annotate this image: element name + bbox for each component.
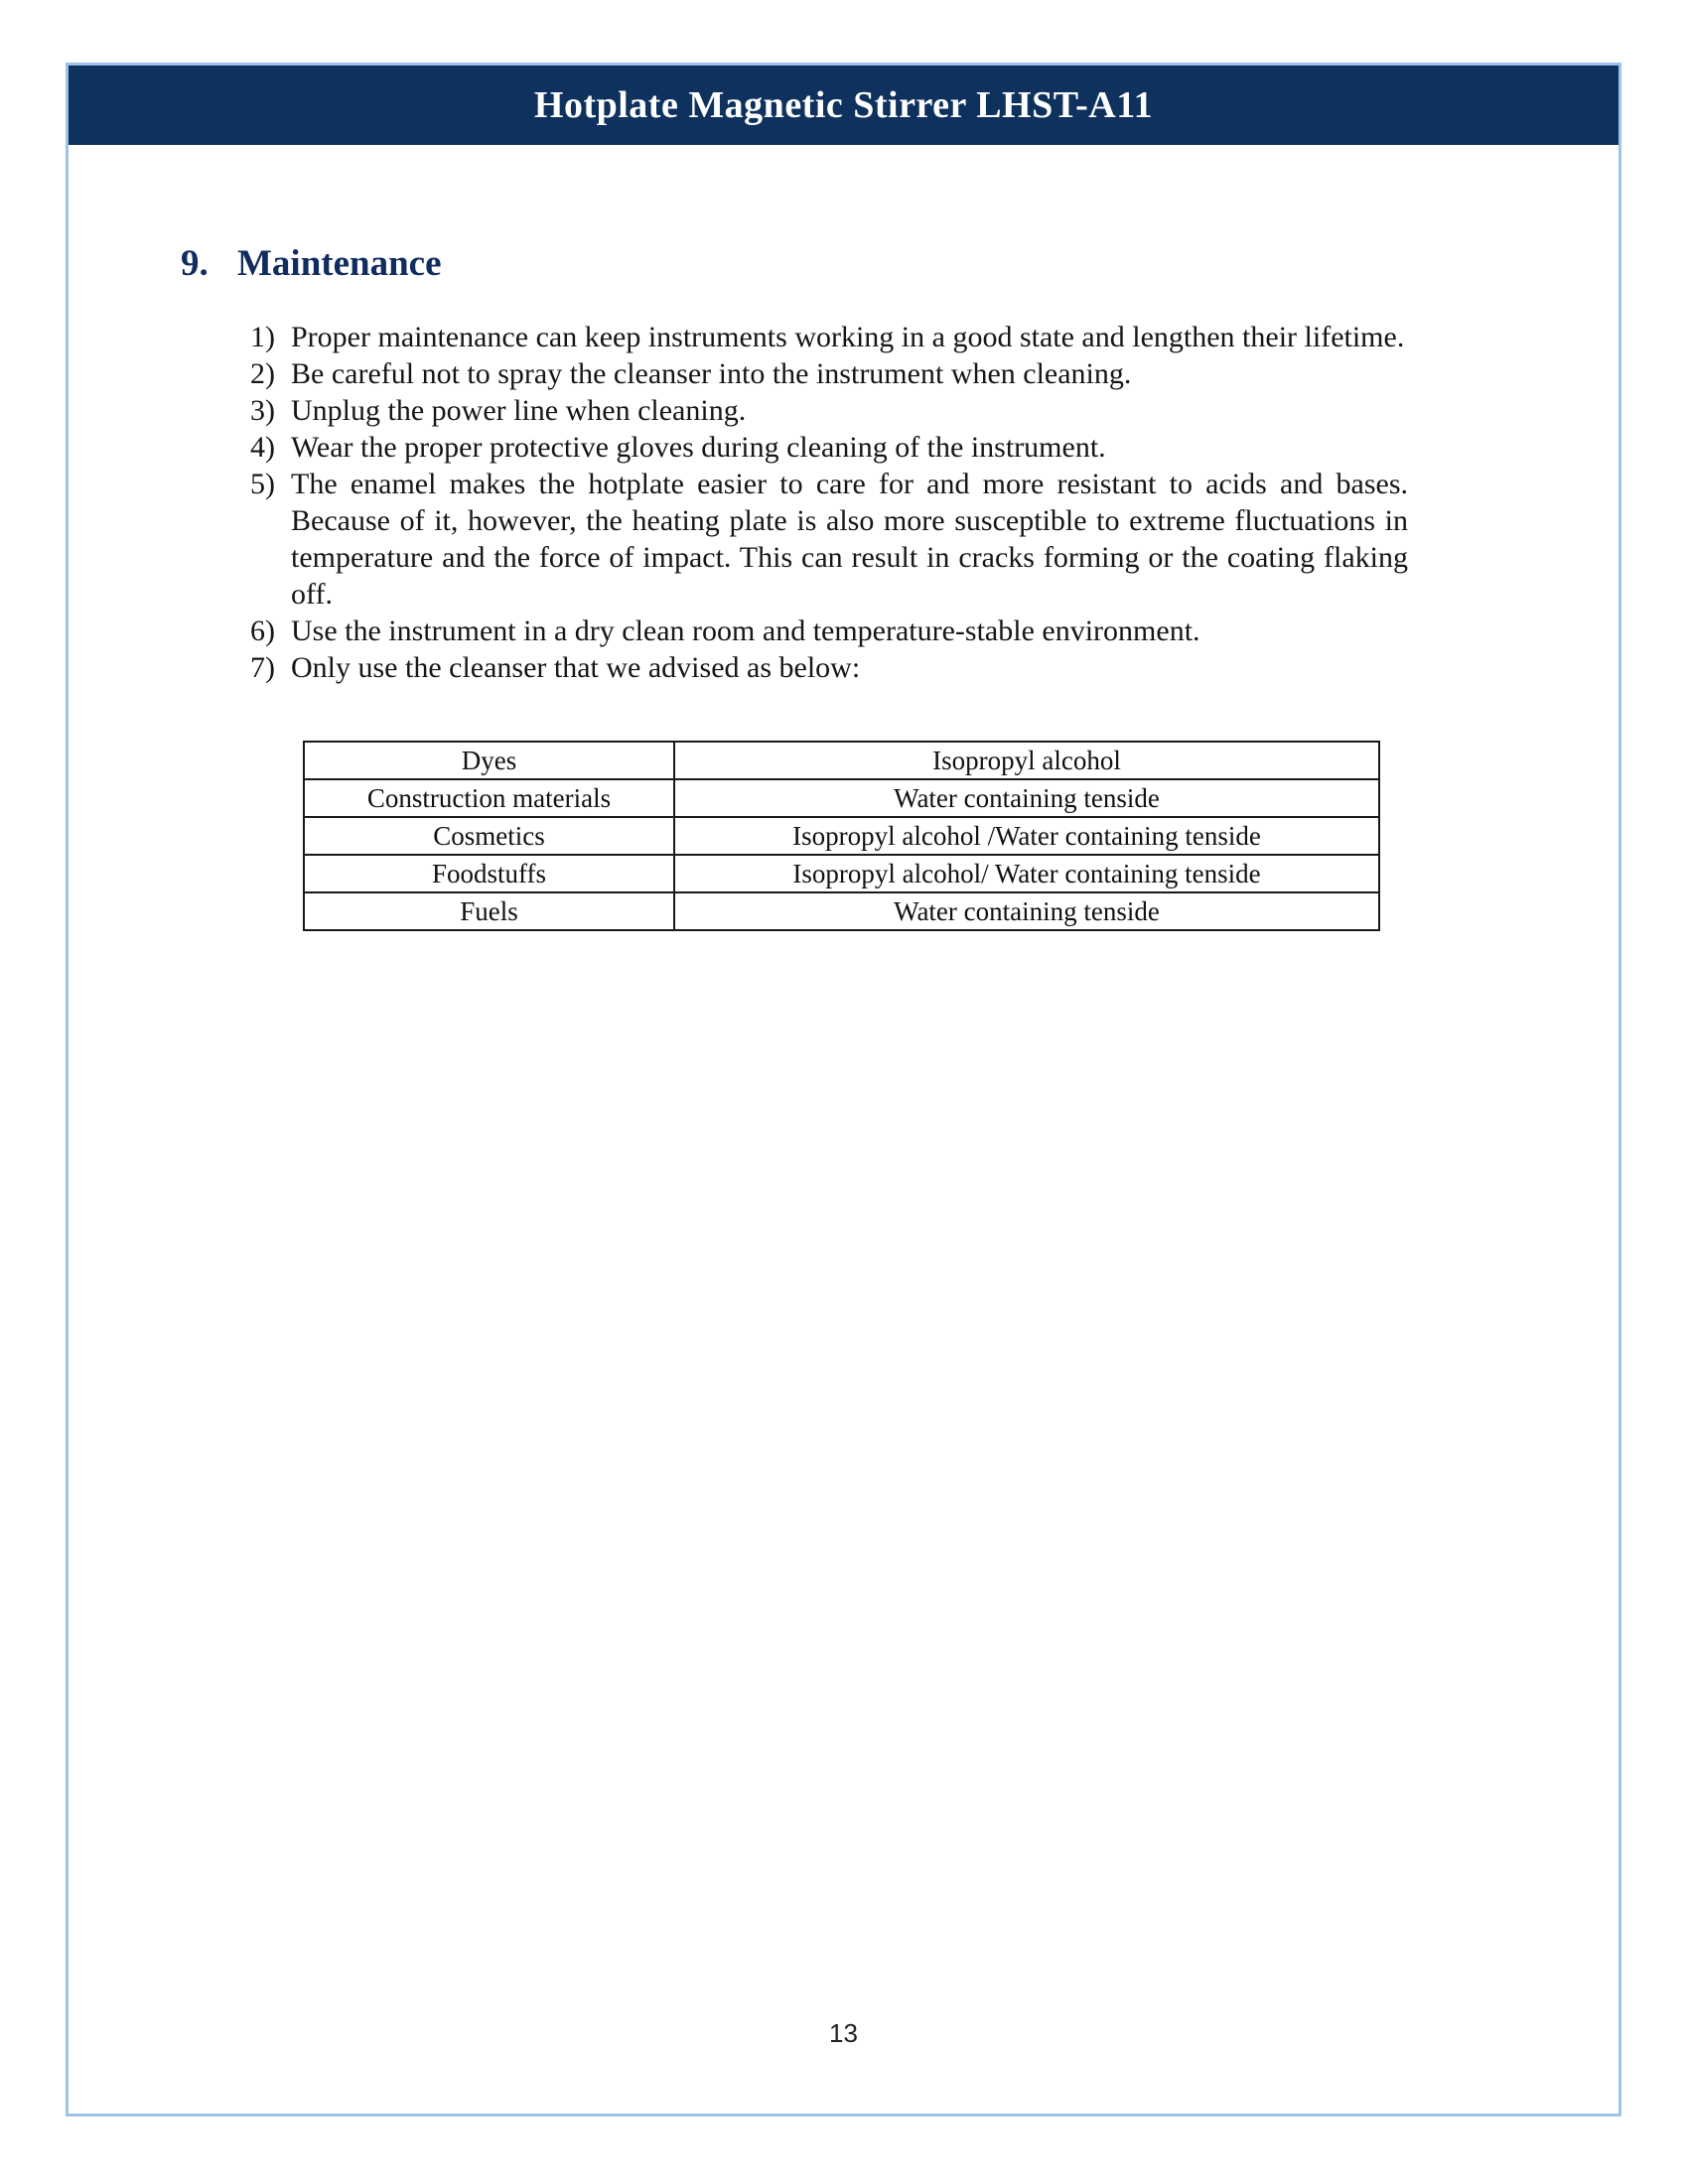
list-item-text: The enamel makes the hotplate easier to care for and more resistant to acids and bases. Because of it, however, the heating plate is also more susceptible to extreme fluctuations in temperature and the force of impact. This can result in cracks forming or the coating flaking off.: [291, 468, 1408, 611]
material-cell: Foodstuffs: [304, 855, 674, 892]
material-cell: Construction materials: [304, 779, 674, 817]
list-item: [250, 319, 1618, 355]
cleanser-table: [303, 741, 1380, 931]
section-number: 9.: [181, 243, 209, 284]
material-cell: Cosmetics: [304, 817, 674, 855]
page-content: [69, 242, 1618, 931]
table-row: [304, 742, 1379, 779]
list-item: [250, 466, 1618, 613]
table-row: [304, 892, 1379, 930]
cleanser-cell: Isopropyl alcohol /Water containing tenside: [674, 817, 1379, 855]
table-row: [304, 855, 1379, 892]
list-item: [250, 429, 1618, 466]
cleanser-cell: Water containing tenside: [674, 779, 1379, 817]
list-item: [250, 355, 1618, 392]
list-item-number: 2): [250, 357, 275, 390]
list-item-text: Unplug the power line when cleaning.: [291, 394, 747, 427]
list-item-number: 6): [250, 614, 275, 647]
list-item-text: Only use the cleanser that we advised as below:: [291, 651, 861, 684]
material-cell: Dyes: [304, 742, 674, 779]
list-item-number: 3): [250, 394, 275, 427]
cleanser-cell: Water containing tenside: [674, 892, 1379, 930]
page-number: 13: [829, 2018, 858, 2048]
list-item-text: Be careful not to spray the cleanser into the instrument when cleaning.: [291, 357, 1132, 390]
cleanser-cell: Isopropyl alcohol/ Water containing tenside: [674, 855, 1379, 892]
section-heading: [181, 242, 1618, 285]
list-item-number: 7): [250, 651, 275, 684]
list-item-number: 5): [250, 468, 275, 500]
table-row: [304, 817, 1379, 855]
list-item-number: 1): [250, 321, 275, 353]
table-row: [304, 779, 1379, 817]
page-border-frame: [66, 63, 1621, 2116]
list-item: [250, 392, 1618, 429]
cleanser-cell: Isopropyl alcohol: [674, 742, 1379, 779]
document-title: Hotplate Magnetic Stirrer LHST-A11: [533, 84, 1154, 126]
section-title: Maintenance: [237, 243, 442, 284]
list-item-number: 4): [250, 431, 275, 464]
list-item-text: Proper maintenance can keep instruments working in a good state and lengthen their lifetime.: [291, 321, 1405, 353]
list-item: [250, 649, 1618, 686]
page-header-band: [69, 66, 1618, 145]
material-cell: Fuels: [304, 892, 674, 930]
list-item-text: Use the instrument in a dry clean room and temperature-stable environment.: [291, 614, 1200, 647]
maintenance-list: [69, 319, 1618, 686]
list-item: [250, 613, 1618, 649]
list-item-text: Wear the proper protective gloves during cleaning of the instrument.: [291, 431, 1106, 464]
